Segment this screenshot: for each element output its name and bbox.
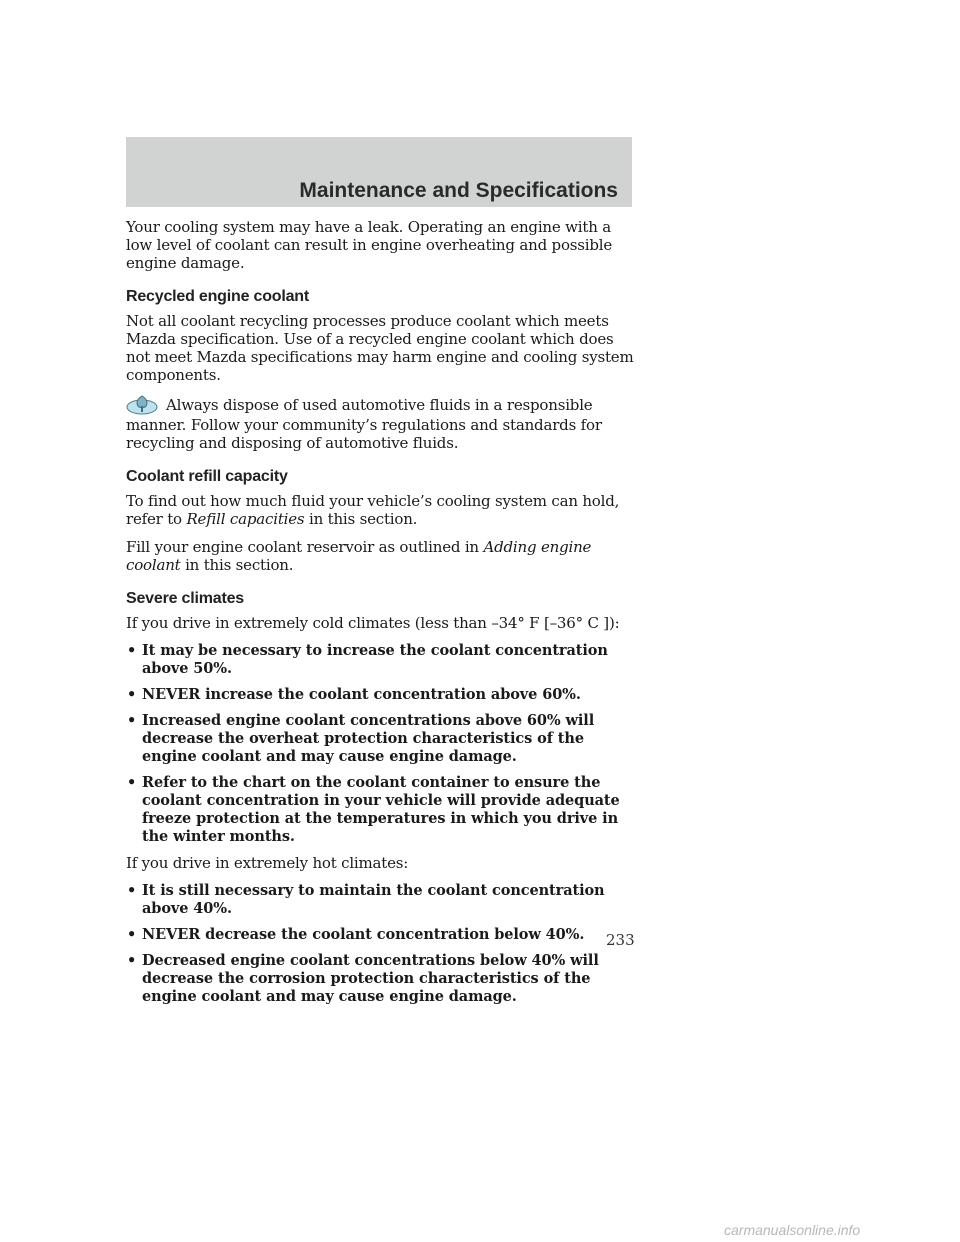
bullet: •	[127, 774, 137, 791]
refill-p1-text: To find out how much fluid your vehicle’s cooling system can hold, refer to	[126, 492, 620, 528]
environment-note-text: Always dispose of used automotive fluids in a responsible manner. Follow your community’s regulations and standards for recycling and disposing of automotive fluids.	[126, 396, 602, 452]
recycle-tree-icon	[126, 394, 158, 416]
list-item: • Decreased engine coolant concentrations below 40% will decrease the corrosion protection characteristics of the engine coolant and may cause engine damage.	[127, 952, 599, 1005]
environment-note	[126, 394, 636, 452]
bullet: •	[127, 686, 137, 703]
list-item: • NEVER decrease the coolant concentration below 40%.	[127, 926, 585, 943]
watermark: carmanualsonline.info	[724, 1222, 861, 1238]
recycled-paragraph: Not all coolant recycling processes produce coolant which meets Mazda specification. Use of a recycled engine coolant which does not meet Mazda specifications may harm engine and cooling system components.	[126, 312, 634, 384]
adding-coolant-reference: Adding engine coolant	[126, 538, 592, 574]
bullet: •	[127, 952, 137, 969]
section-header-band	[126, 137, 632, 207]
refill-p2-tail: in this section.	[185, 556, 294, 574]
intro-paragraph: Your cooling system may have a leak. Operating an engine with a low level of coolant can result in engine overheating and possible engine damage.	[126, 218, 613, 272]
list-item: • Increased engine coolant concentrations above 60% will decrease the overheat protection characteristics of the engine coolant and may cause engine damage.	[127, 712, 595, 765]
list-item: • Refer to the chart on the coolant container to ensure the coolant concentration in your vehicle will provide adequate freeze protection at the temperatures in which you drive in the winter months.	[127, 774, 620, 845]
page-content	[126, 218, 636, 1014]
hot-list	[126, 882, 636, 1006]
refill-capacities-reference: Refill capacities	[186, 510, 305, 528]
hot-intro: If you drive in extremely hot climates:	[126, 854, 409, 872]
page-number: 233	[606, 931, 635, 949]
refill-paragraph-1	[126, 492, 636, 528]
list-item: • It may be necessary to increase the coolant concentration above 50%.	[127, 642, 608, 677]
cold-intro: If you drive in extremely cold climates (less than –34° F [–36° C ]):	[126, 614, 620, 632]
list-item: • NEVER increase the coolant concentration above 60%.	[127, 686, 581, 703]
heading-recycled-coolant: Recycled engine coolant	[126, 288, 310, 305]
refill-paragraph-2	[126, 538, 636, 574]
bullet: •	[127, 712, 137, 729]
list-item: • It is still necessary to maintain the coolant concentration above 40%.	[127, 882, 605, 917]
cold-list	[126, 642, 636, 846]
bullet: •	[127, 926, 137, 943]
bullet: •	[127, 882, 137, 899]
bullet: •	[127, 642, 137, 659]
section-title: Maintenance and Specifications	[299, 179, 618, 202]
refill-p2-text: Fill your engine coolant reservoir as outlined in	[126, 538, 479, 556]
refill-p1-tail: in this section.	[309, 510, 418, 528]
heading-refill-capacity: Coolant refill capacity	[126, 468, 288, 485]
heading-severe-climates: Severe climates	[126, 590, 244, 607]
